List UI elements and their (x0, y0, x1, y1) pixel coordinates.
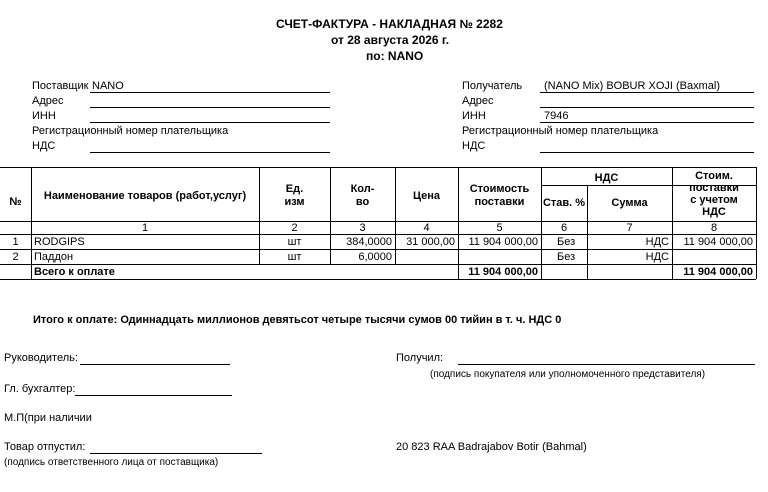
invoice-date: от 28 августа 2026 г. (331, 33, 450, 47)
invoice-basis: по: NANO (366, 49, 424, 63)
th-cost-2: поставки (474, 196, 525, 208)
th-vat-group: НДС (594, 172, 619, 184)
supplier-label: Поставщик (32, 80, 89, 92)
recipient-inn-label: ИНН (462, 110, 486, 122)
total-with-vat: 11 904 000,00 (683, 266, 753, 278)
received-signature-line (458, 364, 755, 365)
th-total-4: НДС (702, 206, 726, 218)
col-number: 4 (423, 222, 430, 234)
th-total-2: поставки (689, 182, 739, 194)
row-name: Паддон (34, 251, 74, 263)
amount-in-words: Итого к оплате: Одиннадцать миллионов девятьсот четыре тысячи сумов 00 тийин в т. ч. НДС 0 (33, 314, 562, 326)
col-number: 1 (141, 222, 149, 234)
row-unit: шт (287, 251, 302, 263)
recipient-value: (NANO Mix) BOBUR XOJI (Baxmal) (544, 80, 721, 92)
supplier-vat-label: НДС (32, 140, 56, 152)
row-vat-rate: Без (557, 236, 576, 248)
row-vat-sum: НДС (645, 251, 669, 263)
th-name: Наименование товаров (работ,услуг) (43, 190, 247, 202)
th-vat-rate: Став. % (542, 197, 586, 209)
recipient-address-label: Адрес (462, 95, 494, 107)
row-qty: 6,0000 (358, 251, 392, 263)
supplier-address-label: Адрес (32, 95, 64, 107)
total-cost: 11 904 000,00 (468, 266, 538, 278)
col-number: 2 (291, 222, 298, 234)
released-signature-line (90, 453, 262, 454)
th-unit-2: изм (284, 196, 305, 208)
col-number: 5 (496, 222, 503, 234)
th-num: № (9, 196, 22, 208)
recipient-reg-label: Регистрационный номер плательщика (462, 125, 659, 137)
th-cost-1: Стоимость (469, 183, 530, 195)
th-vat-sum: Сумма (611, 197, 648, 209)
accountant-signature-line (75, 395, 232, 396)
row-unit: шт (287, 236, 302, 248)
released-note: (подпись ответственного лица от поставщика) (4, 457, 219, 468)
row-num: 1 (12, 236, 19, 248)
col-number: 8 (710, 222, 718, 234)
row-vat-rate: Без (557, 251, 576, 263)
row-cost: 11 904 000,00 (468, 236, 538, 248)
row-price: 31 000,00 (406, 236, 455, 248)
recipient-vat-label: НДС (462, 140, 486, 152)
released-label: Товар отпустил: (4, 441, 86, 453)
th-price: Цена (412, 190, 441, 202)
driver-info: 20 823 RAA Badrajabov Botir (Bahmal) (396, 441, 587, 453)
accountant-label: Гл. бухгалтер: (4, 383, 76, 395)
th-unit-1: Ед. (285, 183, 304, 195)
director-signature-line (80, 364, 230, 365)
row-name: RODGIPS (34, 236, 85, 248)
received-note: (подпись покупателя или уполномоченного представителя) (430, 369, 706, 380)
supplier-reg-label: Регистрационный номер плательщика (32, 125, 229, 137)
invoice-title: СЧЕТ-ФАКТУРА - НАКЛАДНАЯ № 2282 (276, 17, 503, 31)
col-number: 3 (359, 222, 366, 234)
th-total-1: Стоим. (695, 170, 733, 182)
row-vat-sum: НДС (645, 236, 669, 248)
total-label: Всего к оплате (34, 266, 115, 278)
row-qty: 384,0000 (346, 236, 392, 248)
received-label: Получил: (396, 352, 444, 364)
stamp-label: М.П(при наличии (4, 412, 92, 424)
supplier-inn-label: ИНН (32, 110, 56, 122)
recipient-inn-value: 7946 (544, 110, 569, 122)
supplier-value: NANO (92, 80, 124, 92)
row-total: 11 904 000,00 (683, 236, 753, 248)
th-qty-1: Кол- (350, 183, 375, 195)
th-qty-2: во (355, 196, 370, 208)
th-total-3: с учетом (690, 194, 738, 206)
col-number: 7 (626, 222, 633, 234)
director-label: Руководитель: (4, 352, 78, 364)
recipient-label: Получатель (462, 80, 523, 92)
row-num: 2 (12, 251, 19, 263)
col-number: 6 (560, 222, 568, 234)
